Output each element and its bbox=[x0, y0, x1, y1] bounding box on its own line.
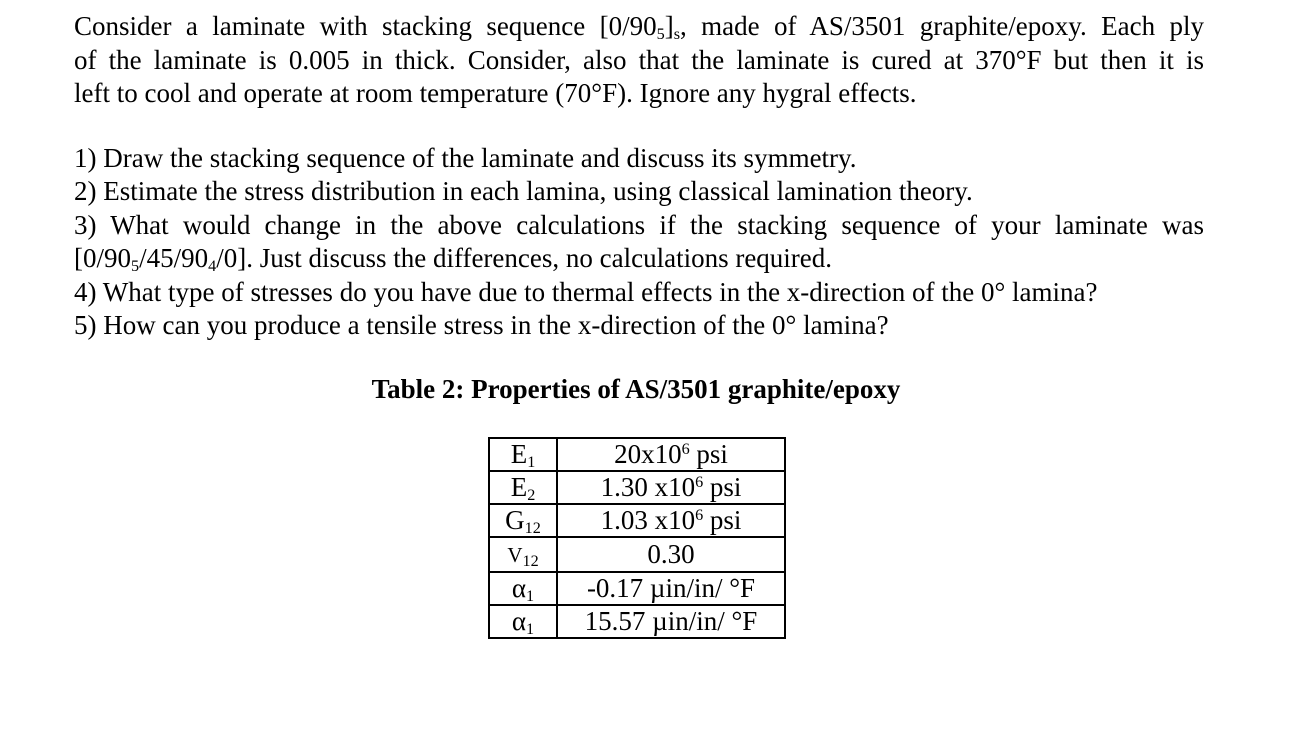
intro-line-2: of the laminate is 0.005 in thick. Consider, also that the laminate is cured at 370°F but then it is bbox=[74, 44, 1204, 75]
table-row bbox=[489, 504, 785, 537]
property-symbol: $V_{12}$ bbox=[489, 537, 557, 572]
property-symbol: $E_2$ bbox=[489, 471, 557, 504]
question-3-line-1: 3) What would change in the above calculations if the stacking sequence of your laminate was bbox=[74, 209, 1204, 240]
property-value: 1.03 $x10^6$ psi bbox=[557, 504, 785, 537]
table-row bbox=[489, 537, 785, 572]
intro-line-1: Consider a laminate with stacking sequence $[0/90_5]_s$, made of AS/3501 graphite/epoxy. Each ply bbox=[74, 11, 1204, 44]
property-value: $20x10^6$ psi bbox=[557, 438, 785, 471]
question-2: 2) Estimate the stress distribution in each lamina, using classical lamination theory. bbox=[74, 176, 973, 206]
question-list bbox=[74, 142, 1204, 343]
property-value: 0.30 bbox=[557, 537, 785, 572]
property-symbol: $G_{12}$ bbox=[489, 504, 557, 537]
intro-line-3: left to cool and operate at room temperature (70°F). Ignore any hygral effects. bbox=[74, 78, 917, 108]
question-1: 1) Draw the stacking sequence of the laminate and discuss its symmetry. bbox=[74, 142, 857, 173]
question-4: 4) What type of stresses do you have due to thermal effects in the x-direction of the 0° lamina? bbox=[74, 276, 1098, 307]
table-title: Table 2: Properties of AS/3501 graphite/epoxy bbox=[371, 374, 901, 404]
table-row bbox=[489, 471, 785, 504]
property-value: 1.30 $x10^6$ psi bbox=[557, 471, 785, 504]
table-row bbox=[489, 438, 785, 471]
properties-table bbox=[488, 437, 786, 639]
property-symbol: $\alpha_1$ bbox=[489, 605, 557, 638]
property-value: 15.57 µin/in/ °F bbox=[557, 605, 785, 638]
property-value: -0.17 µin/in/ °F bbox=[557, 572, 785, 605]
table-row bbox=[489, 605, 785, 638]
problem-statement bbox=[74, 10, 1204, 111]
question-3-line-2: $[0/90_5/45/90_4/0]$. Just discuss the differences, no calculations required. bbox=[74, 243, 833, 276]
property-symbol: $E_1$ bbox=[489, 438, 557, 471]
table-row bbox=[489, 572, 785, 605]
property-symbol: $\alpha_1$ bbox=[489, 572, 557, 605]
document-page bbox=[74, 10, 1204, 639]
question-5: 5) How can you produce a tensile stress in the x-direction of the 0° lamina? bbox=[74, 310, 889, 340]
